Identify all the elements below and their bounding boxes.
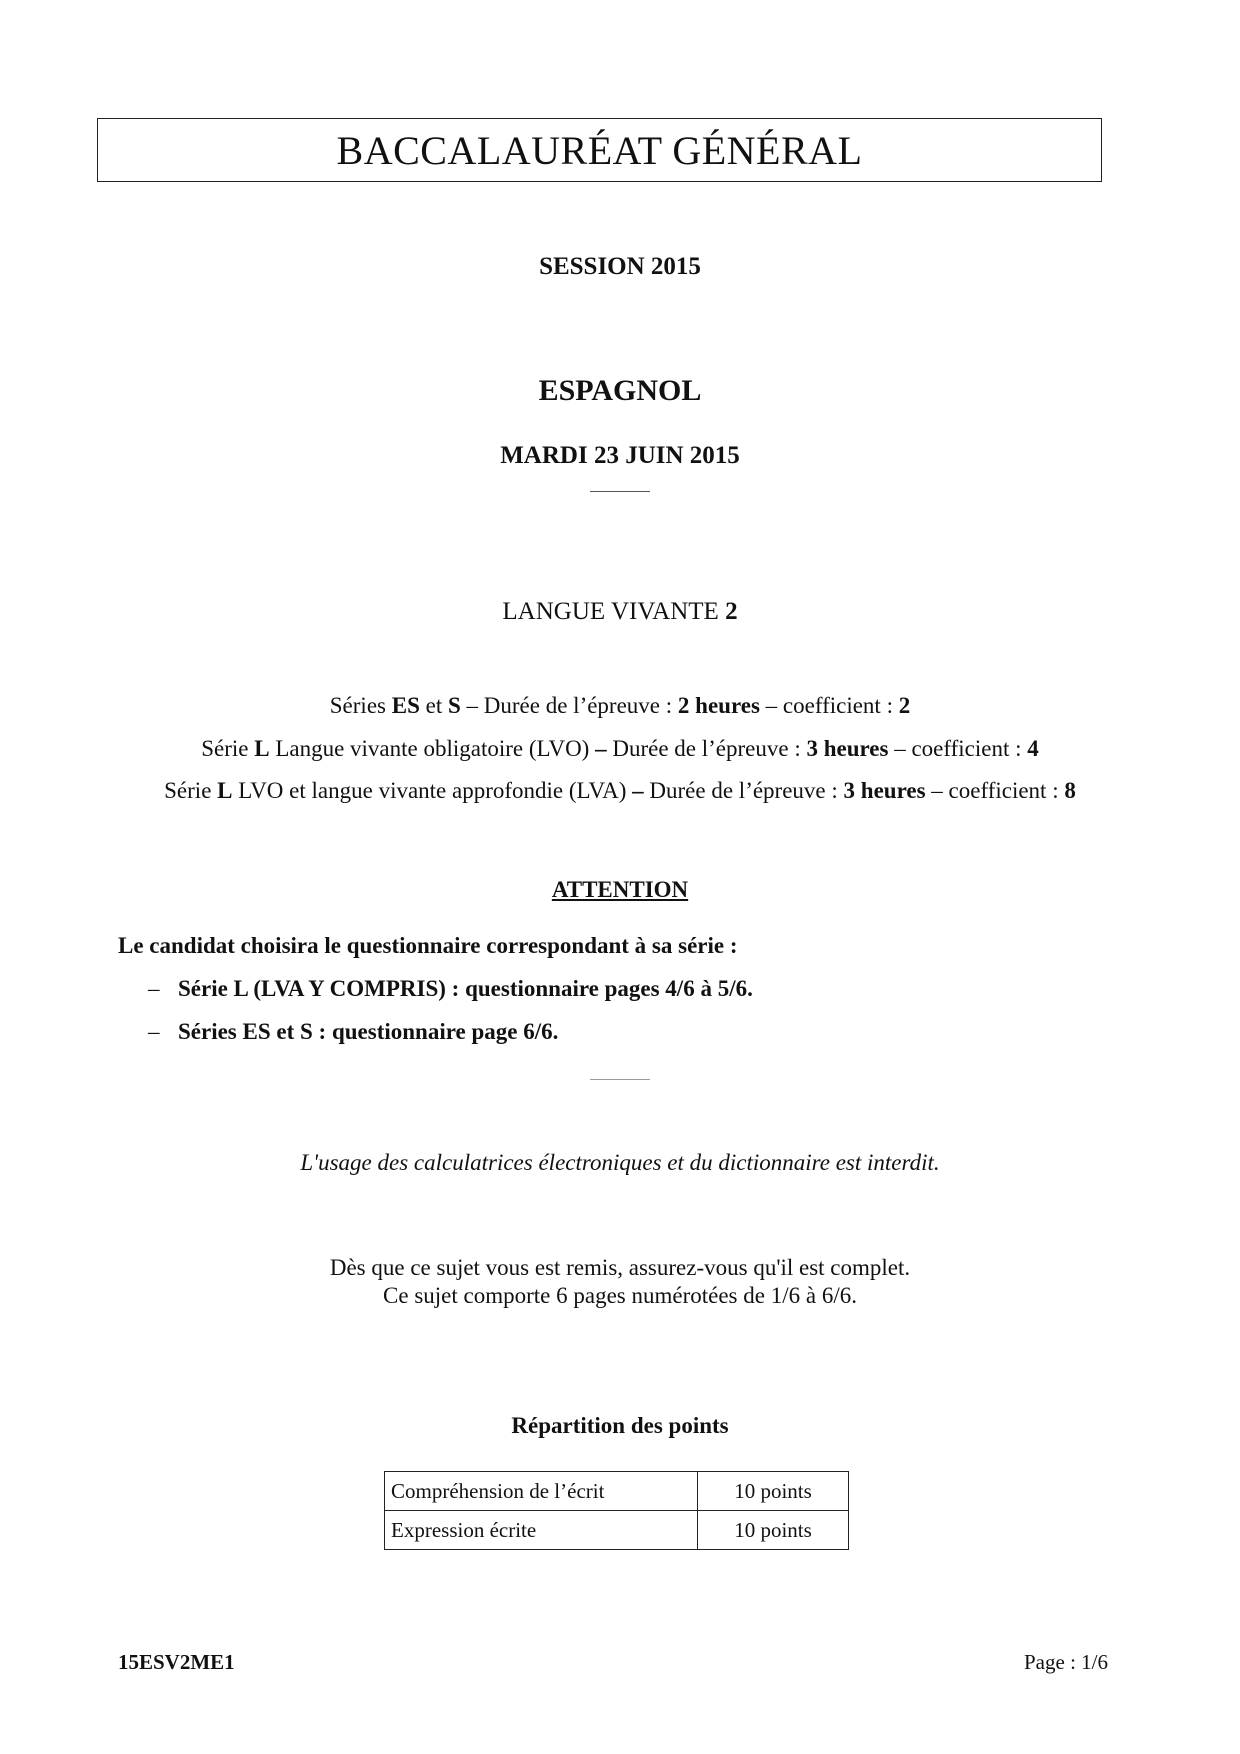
series-text: Séries [329, 693, 392, 718]
series-duration: 3 heures [843, 778, 926, 803]
series-text: Série [201, 736, 255, 761]
exam-date: MARDI 23 JUIN 2015 [500, 442, 740, 469]
points-table [384, 1471, 849, 1550]
series-text: Série [164, 778, 218, 803]
series-line-l-lva [0, 778, 1240, 804]
table-cell-label: Expression écrite [385, 1511, 698, 1550]
calculator-note: L'usage des calculatrices électroniques et du dictionnaire est interdit. [300, 1150, 940, 1175]
completeness-note: Dès que ce sujet vous est remis, assurez-vous qu'il est complet. [329, 1255, 911, 1280]
series-line-l-lvo [0, 736, 1240, 762]
series-text: – coefficient : [888, 736, 1028, 761]
series-text-bold: S [447, 693, 461, 718]
langue-vivante-heading [0, 598, 1240, 626]
series-text: Durée de l’épreuve : [606, 736, 807, 761]
series-text-bold: – [595, 736, 607, 761]
divider-middle [590, 1079, 650, 1080]
footer-code: 15ESV2ME1 [118, 1650, 235, 1674]
series-text: – coefficient : [759, 693, 899, 718]
document-title: BACCALAURÉAT GÉNÉRAL [97, 118, 1102, 182]
table-cell-label: Compréhension de l’écrit [385, 1472, 698, 1511]
divider-top [590, 491, 650, 492]
series-text: et [419, 693, 448, 718]
points-table-title: Répartition des points [511, 1413, 729, 1438]
series-duration: 3 heures [806, 736, 889, 761]
series-text-bold: L [217, 778, 233, 803]
series-text-bold: L [254, 736, 270, 761]
footer-page-number: Page : 1/6 [1024, 1650, 1108, 1674]
attention-heading: ATTENTION [551, 877, 689, 902]
table-cell-value: 10 points [698, 1511, 849, 1550]
series-coefficient: 4 [1027, 736, 1039, 761]
list-item-text: Séries ES et S : questionnaire page 6/6. [178, 1019, 559, 1044]
series-text: – Durée de l’épreuve : [460, 693, 678, 718]
langue-label: LANGUE VIVANTE [502, 598, 719, 625]
series-text-bold: – [632, 778, 644, 803]
series-line-es-s [0, 693, 1240, 719]
dash-bullet: – [148, 976, 160, 1001]
choice-intro: Le candidat choisira le questionnaire correspondant à sa série : [118, 933, 738, 958]
page-count-note: Ce sujet comporte 6 pages numérotées de 1/6 à 6/6. [383, 1283, 857, 1308]
series-coefficient: 2 [898, 693, 911, 718]
series-coefficient: 8 [1064, 778, 1076, 803]
series-text: Langue vivante obligatoire (LVO) [269, 736, 596, 761]
series-text: LVO et langue vivante approfondie (LVA) [232, 778, 633, 803]
session-label: SESSION 2015 [539, 253, 701, 280]
series-text-bold: ES [391, 693, 420, 718]
list-item [148, 976, 753, 1002]
table-cell-value: 10 points [698, 1472, 849, 1511]
series-duration: 2 heures [677, 693, 760, 718]
series-text: – coefficient : [925, 778, 1065, 803]
dash-bullet: – [148, 1019, 160, 1044]
series-text: Durée de l’épreuve : [643, 778, 844, 803]
langue-number: 2 [725, 598, 738, 625]
list-item [148, 1019, 558, 1045]
subject-title: ESPAGNOL [538, 374, 702, 407]
table-row [385, 1511, 849, 1550]
table-row [385, 1472, 849, 1511]
list-item-text: Série L (LVA Y COMPRIS) : questionnaire pages 4/6 à 5/6. [178, 976, 753, 1001]
